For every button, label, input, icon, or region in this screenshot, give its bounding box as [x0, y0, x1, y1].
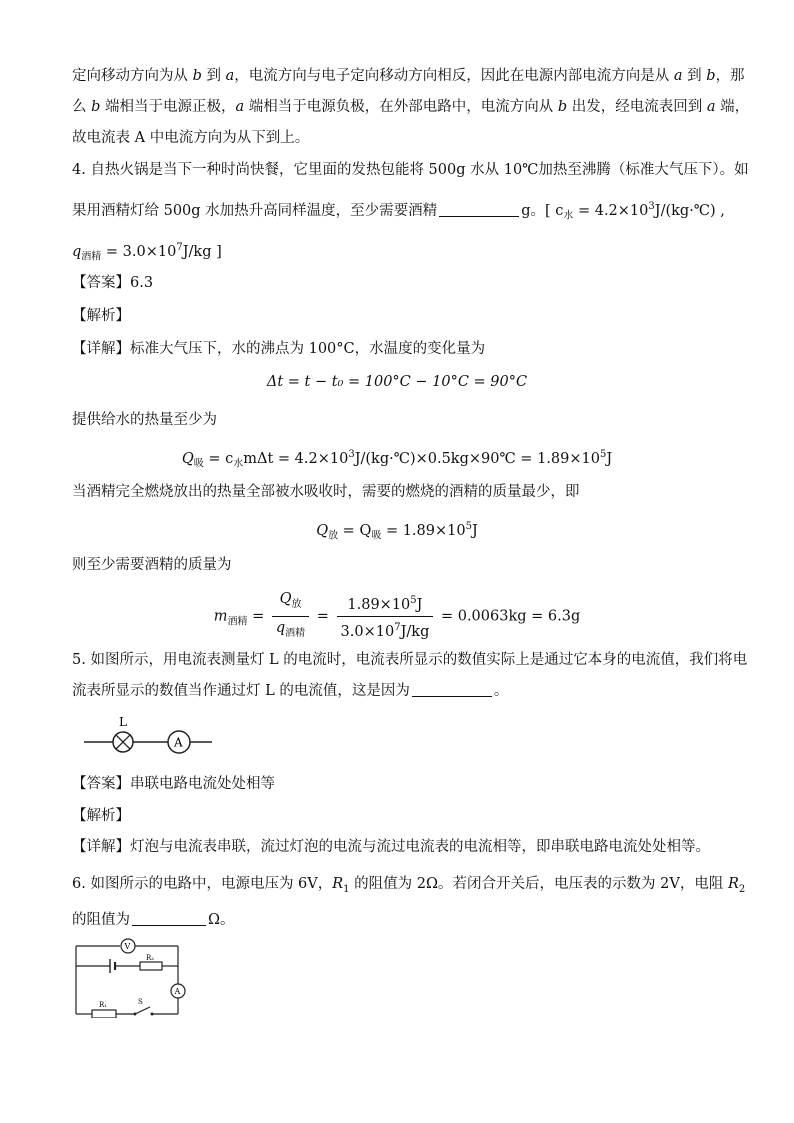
- text: 的阻值为: [72, 912, 130, 928]
- subscript: 放: [291, 598, 302, 610]
- fraction-2: [337, 592, 434, 641]
- answer-value: 6.3: [130, 275, 154, 291]
- subscript: 放: [328, 530, 339, 542]
- q4-detail-3: 当酒精完全燃烧放出的热量全部被水吸收时，需要的燃烧的酒精的质量最少，即: [72, 484, 580, 500]
- subscript: 1: [343, 883, 350, 895]
- text: 灯泡与电流表串联，流过灯泡的电流与流过电流表的电流相等，即串联电路电流处处相等。: [130, 839, 710, 855]
- detail-tag: 【详解】: [72, 839, 130, 855]
- intro-line-1: [72, 66, 745, 86]
- text: J: [471, 522, 478, 539]
- text: 。: [493, 683, 509, 699]
- text: J: [606, 450, 613, 467]
- q4-answer: [72, 273, 153, 293]
- text: 的阻值为 2Ω。若闭合开关后，电压表的示数为 2V，电阻: [349, 876, 728, 892]
- var-b: b: [557, 99, 568, 115]
- intro-line-3: 故电流表 A 中电流方向为从下到上。: [72, 130, 310, 146]
- q4-detail-4: 则至少需要酒精的质量为: [72, 557, 232, 573]
- subscript: 水: [233, 458, 244, 470]
- q4-equation-1: Δt = t − t₀ = 100°C − 10°C = 90°C: [266, 374, 528, 390]
- switch-icon: [135, 1007, 150, 1014]
- text: 定向移动方向为从: [72, 68, 193, 84]
- resistor-r1-icon: [92, 1010, 116, 1018]
- subscript: 2: [738, 883, 746, 895]
- q5-analysis-tag: 【解析】: [72, 808, 130, 824]
- voltmeter-label: V: [124, 942, 131, 951]
- superscript: 5: [410, 595, 417, 607]
- var-a: a: [706, 99, 716, 115]
- text: = 4.2×10: [573, 202, 649, 219]
- subscript: 酒精: [81, 251, 102, 263]
- ammeter-label: A: [174, 987, 181, 996]
- r2-label: R₂: [146, 954, 155, 962]
- superscript: 7: [176, 242, 183, 253]
- subscript: 吸: [193, 458, 204, 470]
- text: J/(kg·℃) ,: [654, 202, 725, 219]
- answer-tag: 【答案】: [72, 275, 130, 291]
- text: 端相当于电源负极，在外部电路中，电流方向从: [244, 99, 558, 115]
- text: J/(kg·℃)×0.5kg×90℃ = 1.89×10: [354, 450, 600, 467]
- detail-tag: 【详解】: [72, 341, 130, 357]
- text: 6. 如图所示的电路中，电源电压为 6V，: [72, 876, 333, 892]
- text: 么: [72, 99, 92, 115]
- q4-equation-2: [0, 445, 794, 475]
- resistor-r2-icon: [140, 962, 162, 970]
- q5-stem-line-1: 5. 如图所示，用电流表测量灯 L 的电流时，电流表所显示的数值实际上是通过它本身的电流值，我们将电: [72, 652, 748, 668]
- q6-answer-blank[interactable]: [132, 911, 206, 926]
- text: J/kg ]: [182, 243, 222, 260]
- q5-detail: [72, 837, 710, 857]
- lamp-label: L: [119, 715, 127, 729]
- text: 流表所显示的数值当作通过灯 L 的电流值，这是因为: [72, 683, 410, 699]
- text: Ω。: [208, 912, 235, 928]
- q5-answer-blank[interactable]: [412, 682, 492, 697]
- text: = 3.0×10: [101, 243, 177, 260]
- var-a: a: [673, 68, 683, 84]
- text: 端，: [715, 99, 750, 115]
- q4-equation-4: $m_{酒精}$ = $\frac{Q_放}{q_{酒精}}$ = $\frac{1.89\times 10^5J}{3.0\times 10^7J/kg}$ = 0.0063kg = 6.3g: [0, 590, 794, 643]
- text: ，那: [715, 68, 745, 84]
- superscript: 3: [348, 449, 355, 460]
- text: = c: [203, 450, 234, 467]
- q4-stem-line-1: 4. 自热火锅是当下一种时尚快餐，它里面的发热包能将 500g 水从 10℃加热至沸腾（标准大气压下）。如: [72, 162, 749, 178]
- ammeter-label: A: [174, 735, 183, 750]
- text: mΔt = 4.2×10: [243, 450, 349, 467]
- var-b: b: [192, 68, 202, 84]
- switch-label: S: [138, 998, 143, 1006]
- text: g。[ c: [521, 202, 564, 219]
- q4-answer-blank[interactable]: [439, 202, 519, 217]
- q5-circuit-diagram: [84, 712, 216, 760]
- var-b: b: [706, 68, 716, 84]
- subscript: 吸: [371, 530, 382, 542]
- text: 3.0×10: [340, 623, 395, 640]
- var-Q: Q: [181, 450, 194, 467]
- text: = Q: [338, 522, 372, 539]
- q4-stem-line-3: [72, 238, 222, 268]
- superscript: 5: [599, 449, 607, 460]
- var-R: R: [332, 876, 344, 892]
- superscript: 3: [648, 201, 655, 212]
- q6-stem-line-1: [72, 874, 745, 900]
- text: = 1.89×10: [381, 522, 466, 539]
- q4-equation-3: [0, 517, 794, 547]
- text: ，电流方向与电子定向移动方向相反，因此在电源内部电流方向是从: [234, 68, 674, 84]
- var-R: R: [727, 876, 739, 892]
- q5-answer: [72, 774, 275, 794]
- text: 到: [682, 68, 707, 84]
- q5-stem-line-2: [72, 681, 508, 701]
- r1-label: R₁: [99, 1001, 108, 1009]
- text: 端相当于电源正极，: [100, 99, 236, 115]
- answer-value: 串联电路电流处处相等: [130, 776, 275, 792]
- q4-stem-line-2: [72, 197, 725, 227]
- var-a: a: [235, 99, 245, 115]
- subscript: 酒精: [285, 627, 306, 639]
- var-b: b: [91, 99, 101, 115]
- var-q: q: [275, 619, 286, 636]
- q6-circuit-diagram: [70, 936, 190, 1018]
- text: 到: [201, 68, 226, 84]
- q4-detail-2: 提供给水的热量至少为: [72, 412, 217, 428]
- var-Q: Q: [316, 522, 329, 539]
- intro-line-2: [72, 97, 749, 117]
- text: 果用酒精灯给 500g 水加热升高同样温度，至少需要酒精: [72, 202, 438, 219]
- text: J: [416, 596, 423, 613]
- q4-detail-1: [72, 339, 485, 359]
- var-a: a: [225, 68, 235, 84]
- q4-analysis-tag: 【解析】: [72, 308, 130, 324]
- superscript: 7: [394, 621, 401, 633]
- subscript: 水: [563, 210, 574, 222]
- text: 标准大气压下，水的沸点为 100°C，水温度的变化量为: [130, 341, 486, 357]
- text: 1.89×10: [347, 596, 411, 613]
- result: = 0.0063kg = 6.3g: [440, 608, 581, 625]
- superscript: 5: [465, 521, 472, 532]
- var-q: q: [72, 243, 82, 260]
- subscript: 酒精: [227, 616, 248, 628]
- var-m: m: [213, 608, 228, 625]
- text: 出发，经电流表回到: [567, 99, 707, 115]
- answer-tag: 【答案】: [72, 776, 130, 792]
- fraction-1: [272, 590, 309, 643]
- var-Q: Q: [279, 591, 292, 607]
- q6-stem-line-2: [72, 910, 235, 930]
- text: J/kg: [400, 623, 430, 640]
